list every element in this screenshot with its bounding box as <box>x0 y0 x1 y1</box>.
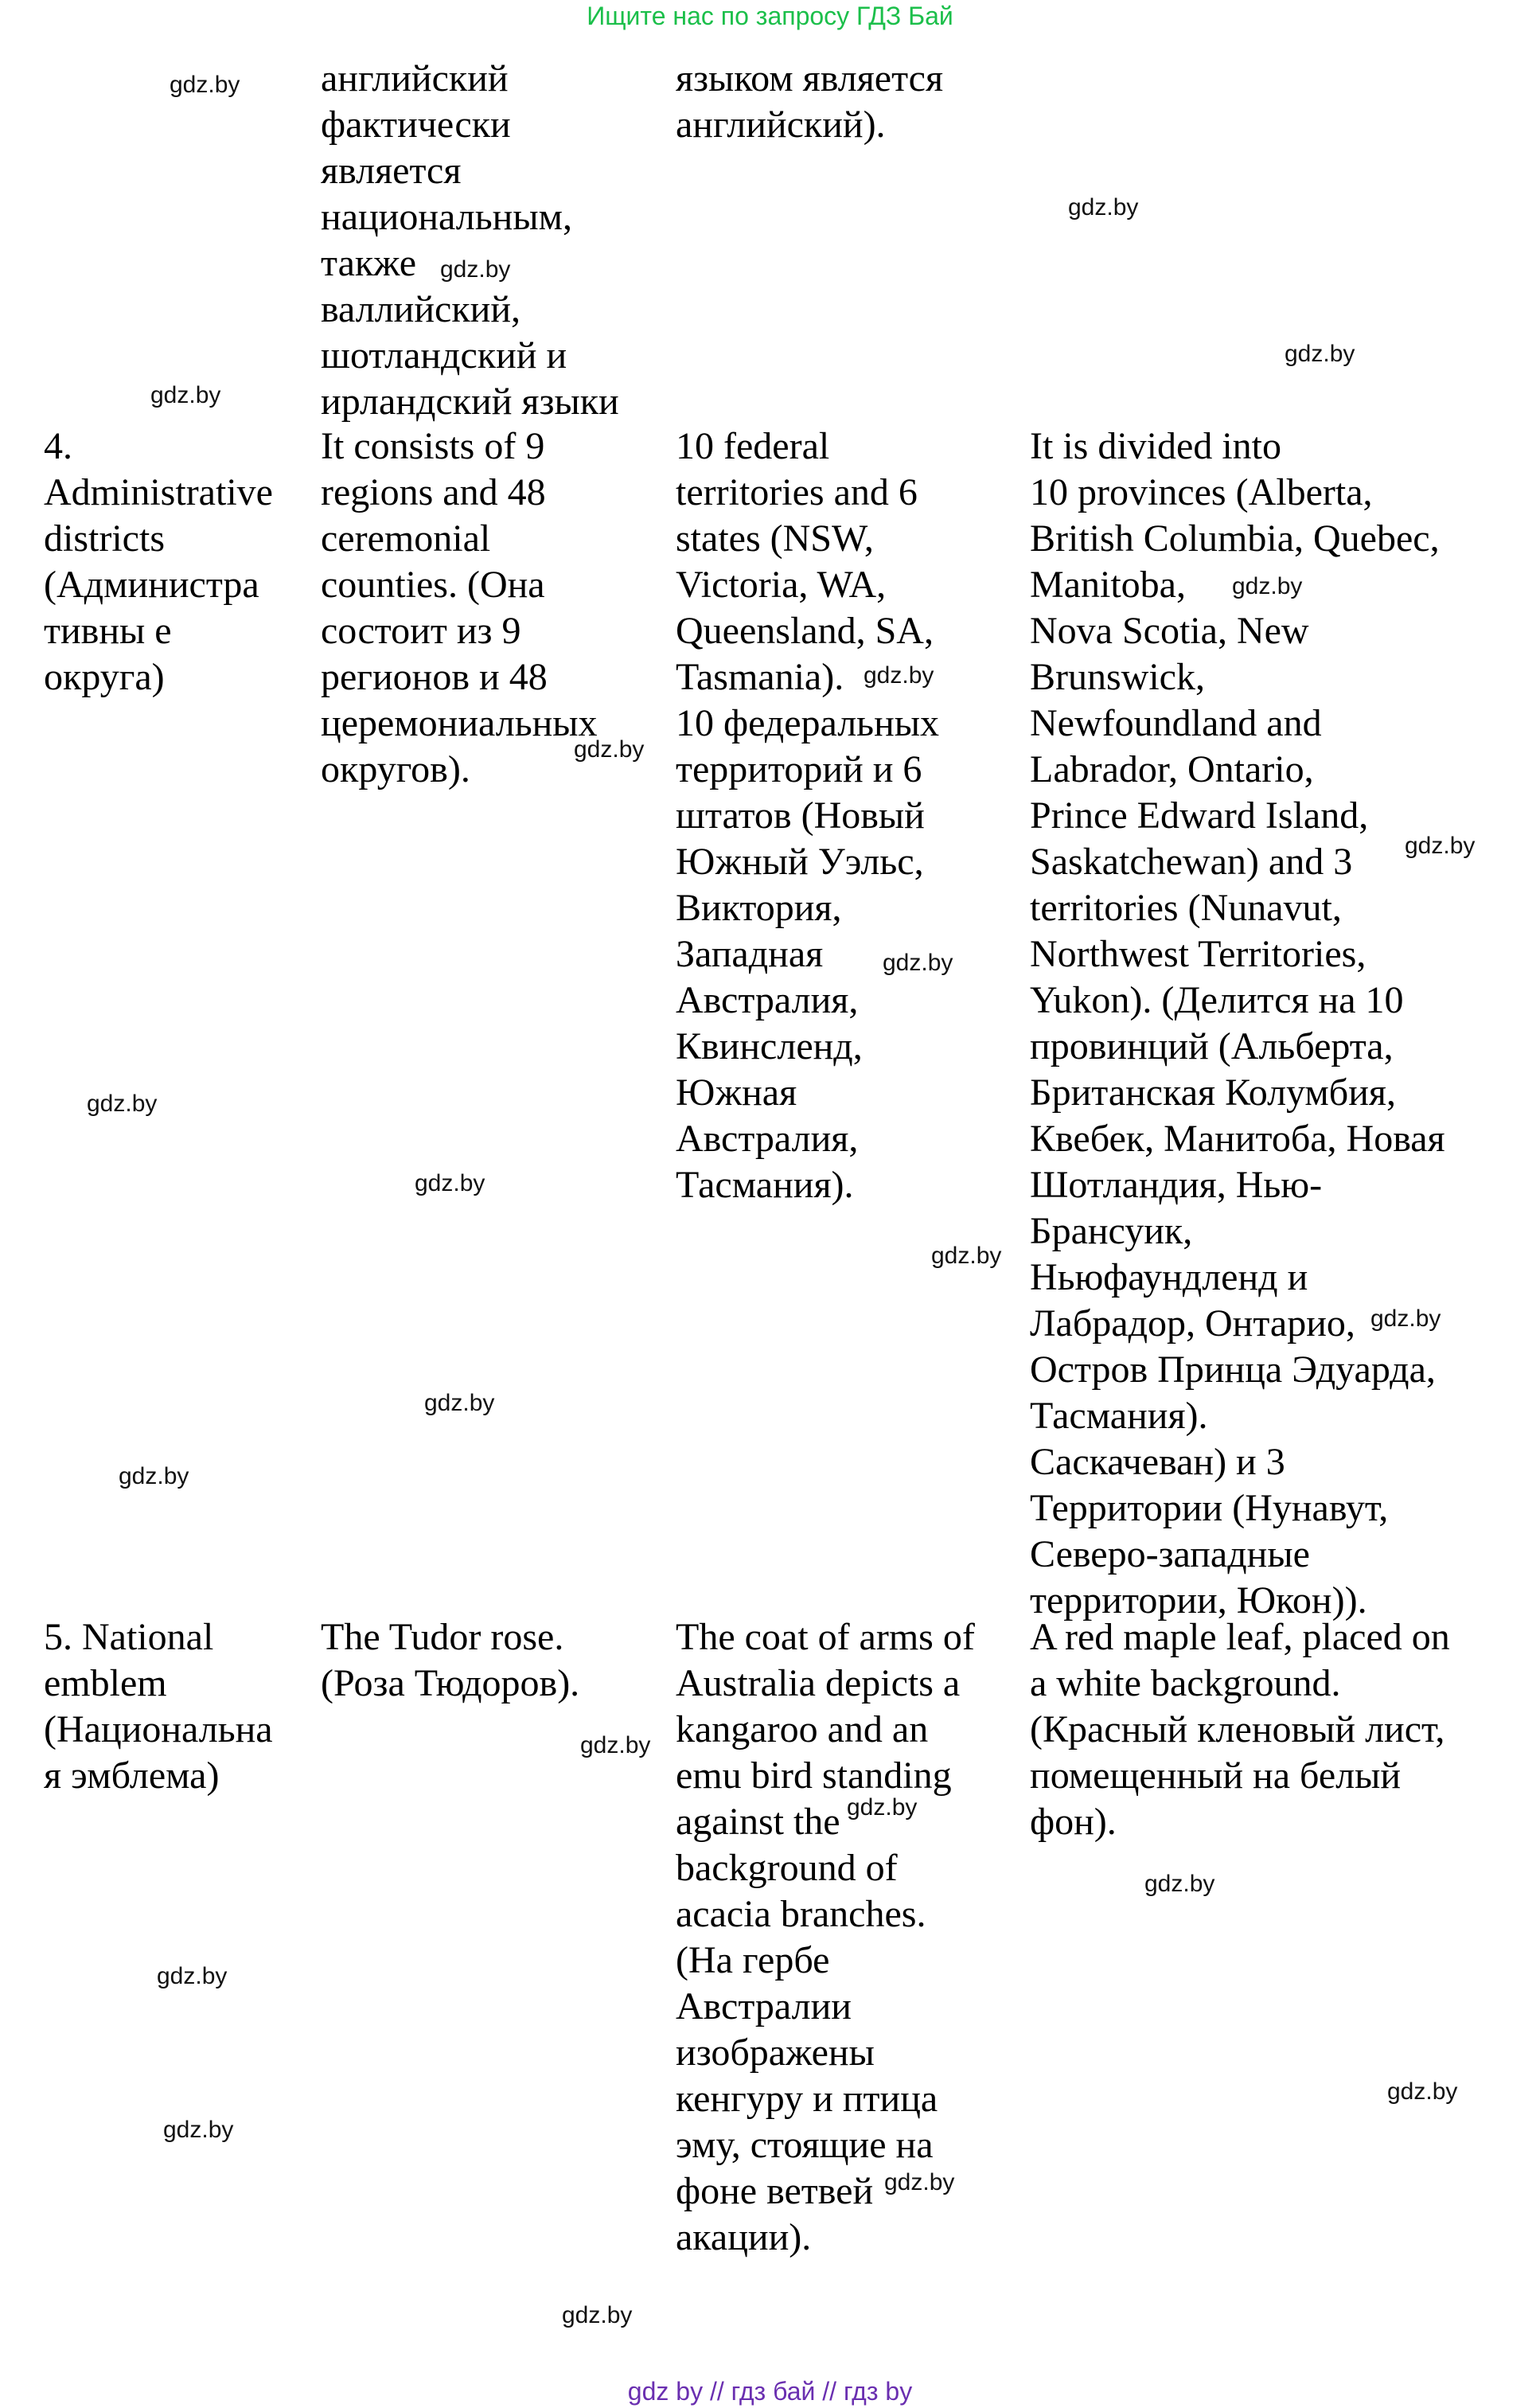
row2-col1 <box>44 1614 306 1799</box>
row2-col4 <box>1030 1614 1523 1845</box>
top-banner: Ищите нас по запросу ГДЗ Бай <box>587 2 953 30</box>
row2-col4-text: A red maple leaf, placed on a white background. (Красный кленовый лист, помещенный на белый фон). <box>1030 1616 1450 1843</box>
row2-col3 <box>676 1614 1018 2261</box>
watermark: gdz.by <box>847 1794 918 1821</box>
watermark: gdz.by <box>864 662 934 689</box>
row1-col4 <box>1030 423 1523 1624</box>
watermark: gdz.by <box>150 382 221 408</box>
watermark: gdz.by <box>1068 194 1139 221</box>
row1-col3 <box>676 423 1018 1208</box>
row2-col1-text: 5. National emblem (Национальна я эмблема) <box>44 1616 273 1797</box>
row1-col2-text: It consists of 9 regions and 48 ceremonial counties. (Она состоит из 9 регионов и 48 церемониальных округов). <box>321 425 598 790</box>
row2-col2 <box>321 1614 663 1707</box>
footer-links[interactable]: gdz by // гдз бай // гдз by <box>627 2377 913 2406</box>
row2-col2-text: The Tudor rose. (Роза Тюдоров). <box>321 1616 580 1704</box>
row1-col3-text: 10 federal territories and 6 states (NSW, Victoria, WA, Queensland, SA, Tasmania). 10 федеральных территорий и 6 штатов (Новый Южный Уэльс, Виктория, Западная Австралия, Квинсленд, Южная Австралия, Тасмания). <box>676 425 940 1206</box>
watermark: gdz.by <box>884 2169 955 2195</box>
watermark: gdz.by <box>1232 573 1303 599</box>
watermark: gdz.by <box>1370 1305 1441 1332</box>
watermark: gdz.by <box>440 256 511 283</box>
watermark: gdz.by <box>1405 833 1476 859</box>
row0-col2-text: английский фактически является национальным, также валлийский, шотландский и ирландский языки <box>321 57 619 423</box>
watermark: gdz.by <box>87 1091 158 1117</box>
watermark: gdz.by <box>415 1170 485 1196</box>
watermark: gdz.by <box>574 736 645 763</box>
watermark: gdz.by <box>580 1732 651 1758</box>
watermark: gdz.by <box>163 2117 234 2143</box>
watermark: gdz.by <box>931 1243 1002 1269</box>
watermark: gdz.by <box>119 1463 189 1489</box>
row0-col3 <box>676 56 1018 148</box>
row1-col1-text: 4. Administrative districts (Администра тивны е округа) <box>44 425 273 698</box>
watermark: gdz.by <box>157 1963 228 1989</box>
watermark: gdz.by <box>883 950 953 976</box>
watermark: gdz.by <box>1387 2078 1458 2105</box>
row1-col1 <box>44 423 306 701</box>
row0-col2 <box>321 56 663 425</box>
row0-col3-text: языком является английский). <box>676 57 944 146</box>
watermark: gdz.by <box>562 2302 633 2328</box>
watermark: gdz.by <box>1285 341 1355 367</box>
row1-col4-text: It is divided into 10 provinces (Alberta, British Columbia, Quebec, Manitoba, Nova Scotia, New Brunswick, Newfoundland and Labrador, Ontario, Prince Edward Island, Saskatchewan) and 3 territories (Nunavut, Northwest Territories, Yukon). (Делится на 10 провинций (Альберта, Британская Колумбия, Квебек, Манитоба, Новая Шотландия, Нью- Брансуик, Ньюфаундленд и Лабрадор, Онтарио, Остров Принца Эдуарда, Тасмания). Саскачеван) и 3 Территории (Нунавут, Северо-западные территории, Юкон)). <box>1030 425 1445 1622</box>
watermark: gdz.by <box>170 72 240 98</box>
row2-col3-text: The coat of arms of Australia depicts a kangaroo and an emu bird standing against the background of acacia branches. (На гербе Австралии изображены кенгуру и птица эму, стоящие на фоне ветвей акации). <box>676 1616 975 2258</box>
watermark: gdz.by <box>424 1390 495 1416</box>
watermark: gdz.by <box>1144 1871 1215 1897</box>
